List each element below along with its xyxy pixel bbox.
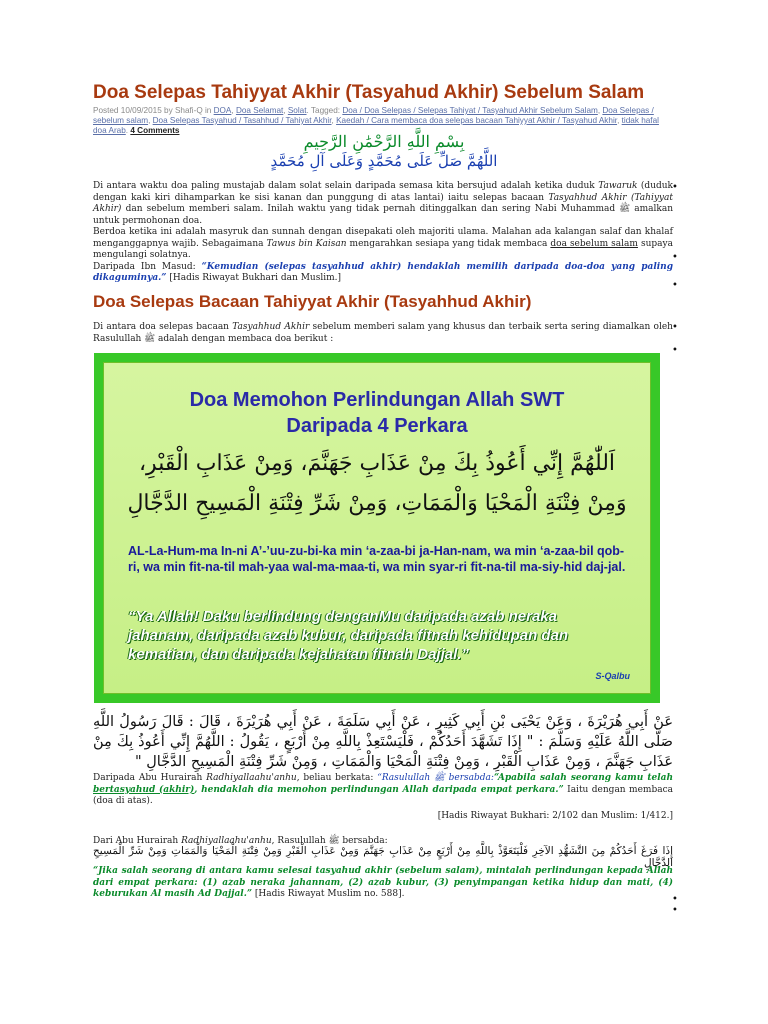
hadith-translation: Daripada Abu Hurairah Radhiyallaahu'anhu, beliau berkata: “Rasulullah ﷺ bersabda:“Apabila salah seorang kamu telah bertasyahud (akhir), hendaklah dia memohon perlindungan Allah daripada empat perkara.” Iaitu dengan membaca (doa di atas). bbox=[93, 773, 673, 806]
bullet-dot: • bbox=[672, 280, 678, 291]
bullet-dot: • bbox=[672, 182, 678, 193]
category-link[interactable]: Doa Selamat bbox=[235, 106, 284, 115]
card-arabic-line: اَللّٰهُمَّ إِنِّي أَعُوذُ بِكَ مِنْ عَذَابِ جَهَنَّمَ، وَمِنْ عَذَابِ الْقَبْرِ، bbox=[138, 451, 616, 476]
category-link[interactable]: DOA bbox=[213, 106, 232, 115]
card-title: Doa Memohon Perlindungan Allah SWT bbox=[189, 389, 565, 411]
salawat: اللَّهُمَّ صَلِّ عَلَى مُحَمَّدٍ وَعَلَى آلِ مُحَمَّدٍ bbox=[270, 152, 498, 170]
bullet-dot: • bbox=[672, 894, 678, 905]
hadith2-intro: Dari Abu Hurairah Radhiyallaahu'anhu, Rasulullah ﷺ bersabda: bbox=[93, 836, 388, 846]
bertasyahud-link[interactable]: bertasyahud (akhir) bbox=[93, 784, 195, 795]
card-translation: “Ya Allah! Daku berlindung denganMu daripada azab neraka jahanam, daripada azab kubur, daripada fitnah kehidupan dan kematian, dan daripada kejahatan fitnah Dajjal.” bbox=[128, 608, 569, 663]
intro-paragraph: Di antara waktu doa paling mustajab dalam solat selain daripada semasa kita bersujud adalah ketika duduk Tawaruk (duduk dengan kaki kiri dihamparkan ke sisi kanan dan punggung di atas lantai) iaitu selepas bacaan Tasyahhud Akhir (Tahiyyat Akhir) dan sebelum memberi salam. Inilah waktu yang tidak pernah ditinggalkan dan sering Nabi Muhammad ﷺ amalkan untuk permohonan doa. Berdoa ketika ini adalah masyruk dan sunnah dengan disepakati oleh majoriti ulama. Malahan ada kalangan salaf dan khalaf menganggapnya wajib. Sebagaimana Tawus bin Kaisan mengarahkan sesiapa yang tidak membaca doa sebelum salam supaya mengulangi solatnya. Daripada Ibn Masud: “Kemudian (selepas tasyahhud akhir) hendaklah memilih daripada doa-doa yang paling dikaguminya.” [Hadis Riwayat Bukhari dan Muslim.] bbox=[93, 181, 674, 283]
card-logo: S-Qalbu bbox=[595, 671, 630, 681]
hadith2-translation: “Jika salah seorang di antara kamu selesai tasyahud akhir (sebelum salam), mintalah perlindungan kepada Allah dari empat perkara: (1) azab neraka jahannam, (2) azab kubur, (3) penyimpangan ketika hidup dan mati, (4) keburukan Al masih Ad Dajjal.” [Hadis Riwayat Muslim no. 588]. bbox=[93, 866, 673, 899]
section-heading: Doa Selepas Bacaan Tahiyyat Akhir (Tasyahhud Akhir) bbox=[93, 292, 532, 311]
bullet-dot: • bbox=[672, 345, 678, 356]
bullet-dot: • bbox=[672, 905, 678, 916]
meta-tagged: . Tagged: bbox=[306, 106, 341, 115]
hadith-arabic: عَنْ أَبِي هُرَيْرَةَ ، وَعَنْ يَحْيَى بْنِ أَبِي كَثِيرٍ ، عَنْ أَبِي سَلَمَةَ ، عَنْ أَبِي هُرَيْرَةَ ، قَالَ : قَالَ رَسُولُ اللَّهِ صَلَّى اللَّهُ عَلَيْهِ وَسَلَّمَ : " إِذَا تَشَهَّدَ أَحَدُكُمْ ، فَلْيَسْتَعِذْ بِاللَّهِ مِنْ أَرْبَعٍ ، يَقُولُ : اللَّهُمَّ إِنِّي أَعُوذُ بِكَ مِنْ عَذَابِ جَهَنَّمَ ، وَمِنْ عَذَابِ الْقَبْرِ ، وَمِنْ فِتْنَةِ الْمَحْيَا وَالْمَمَاتِ ، وَمِنْ شَرِّ فِتْنَةِ الْمَسِيحِ الدَّجَّالِ " bbox=[93, 714, 673, 770]
bullet-dot: • bbox=[672, 252, 678, 263]
tag-link[interactable]: tidak hafal doa Arab bbox=[93, 116, 659, 135]
comments-link[interactable]: 4 Comments bbox=[130, 126, 180, 135]
card-arabic-line: وَمِنْ فِتْنَةِ الْمَحْيَا وَالْمَمَاتِ، وَمِنْ شَرِّ فِتْنَةِ الْمَسِيحِ الدَّجَّالِ bbox=[127, 491, 627, 516]
category-link[interactable]: Solat bbox=[287, 106, 307, 115]
hadith-reference: [Hadis Riwayat Bukhari: 2/102 dan Muslim: 1/412.] bbox=[437, 811, 673, 821]
tag-link[interactable]: Doa Selepas Tasyahud / Tasahhud / Tahiyat Akhir bbox=[152, 116, 332, 125]
meta-posted: Posted 10/09/2015 by Shafi-Q in bbox=[93, 106, 212, 115]
section-intro: Di antara doa selepas bacaan Tasyahhud Akhir sebelum memberi salam yang khusus dan terbaik serta sering diamalkan oleh Rasulullah ﷺ adalah dengan membaca doa berikut : bbox=[93, 322, 673, 344]
tag-link[interactable]: Doa Selepas / sebelum salam bbox=[93, 106, 654, 125]
doa-sebelum-salam-link[interactable]: doa sebelum salam bbox=[550, 238, 638, 249]
basmala: بِسْمِ اللَّهِ الرَّحْمَٰنِ الرَّحِيمِ bbox=[303, 132, 465, 151]
tag-link[interactable]: Doa / Doa Selepas / Selepas Tahiyat / Tasyahud Akhir Sebelum Salam bbox=[342, 106, 598, 115]
card-transliteration: AL-La-Hum-ma In-ni A’-’uu-zu-bi-ka min ‘a-zaa-bi ja-Han-nam, wa min ‘a-zaa-bil qob-ri, wa min fit-na-til mah-yaa wal-ma-maa-ti, wa min syar-ri fit-na-til ma-siy-hid daj-jal. bbox=[128, 544, 626, 574]
ibn-masud-quote: “Kemudian (selepas tasyahhud akhir) hendaklah memilih daripada doa-doa yang paling dikaguminya.” bbox=[93, 261, 673, 283]
post-title[interactable]: Doa Selepas Tahiyyat Akhir (Tasyahud Akhir) Sebelum Salam bbox=[93, 82, 645, 103]
bullet-dot: • bbox=[672, 322, 678, 333]
post-meta: Posted 10/09/2015 by Shafi-Q in DOA, Doa Selamat, Solat. Tagged: Doa / Doa Selepas / Selepas Tahiyat / Tasyahud Akhir Sebelum Salam, Doa Selepas / sebelum salam, Doa Selepas Tasyahud / Tasahhud / Tahiyat Akhir, Kaedah / Cara membaca doa selepas bacaan Tahiyyat Akhir / Tasyahud Akhir, tidak hafal doa Arab. 4 Comments bbox=[93, 106, 659, 135]
tag-link[interactable]: Kaedah / Cara membaca doa selepas bacaan Tahiyyat Akhir / Tasyahud Akhir bbox=[336, 116, 618, 125]
hadith2-arabic: إِذَا فَرَغَ أَحَدُكُمْ مِنَ التَّشَهُّدِ الآخِرِ فَلْيَتَعَوَّذْ بِاللَّهِ مِنْ أَرْبَعٍ مِنْ عَذَابِ جَهَنَّمَ وَمِنْ عَذَابِ الْقَبْرِ وَمِنْ فِتْنَةِ الْمَحْيَا وَالْمَمَاتِ وَمِنْ شَرِّ الْمَسِيحِ الدَّجَّالِ bbox=[93, 845, 673, 869]
card-subtitle: Daripada 4 Perkara bbox=[286, 415, 468, 437]
doa-card-image bbox=[94, 353, 660, 703]
